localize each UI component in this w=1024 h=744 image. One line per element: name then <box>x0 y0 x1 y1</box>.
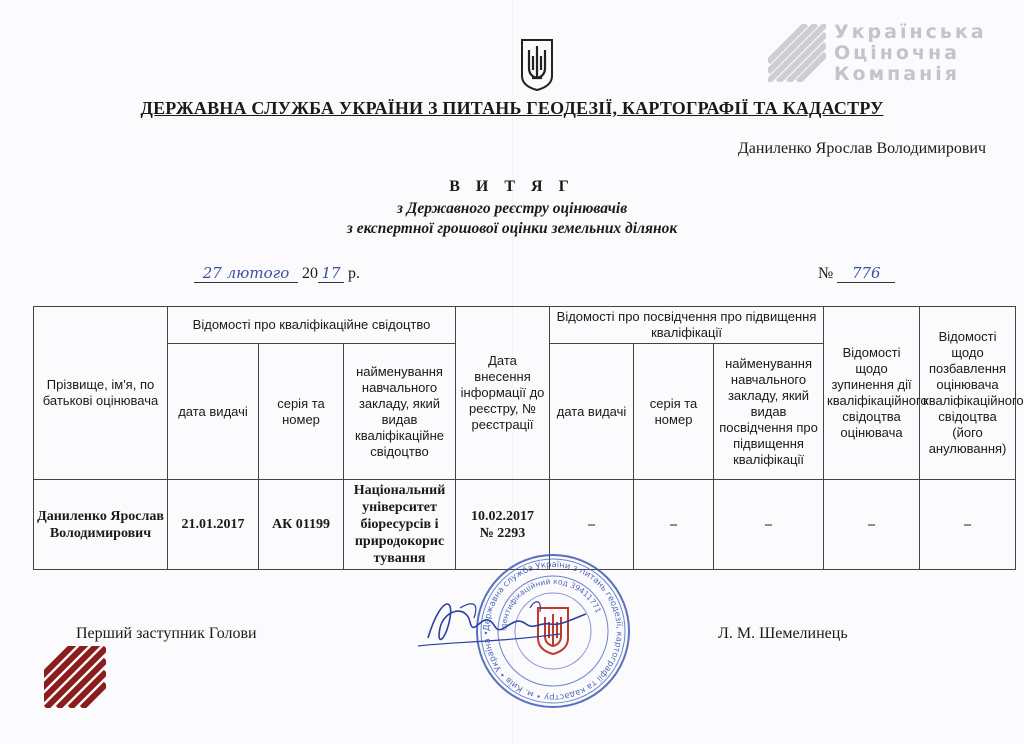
handwritten-signature <box>410 588 600 658</box>
date-year-suffix: 17 <box>318 264 344 283</box>
header-upgrade-group: Відомості про посвідчення про підвищення кваліфікації <box>550 307 824 344</box>
cell-upgrade-date: – <box>550 480 634 570</box>
document-title: В И Т Я Г <box>449 178 575 195</box>
header-name: Прізвище, ім'я, по батькові оцінювача <box>34 307 168 480</box>
stamp-code-text: ідентифікаційний код 39411771 <box>498 576 604 632</box>
company-logo-watermark-icon <box>768 24 826 82</box>
document-subtitle-line-2: з експертної грошової оцінки земельних ділянок <box>346 220 678 237</box>
company-logo-icon <box>44 646 106 708</box>
cell-cert-series: АК 01199 <box>259 480 344 570</box>
header-cert-series: серія та номер <box>259 344 344 480</box>
header-cert-date: дата видачі <box>168 344 259 480</box>
signatory-name: Л. М. Шемелинець <box>718 625 848 642</box>
watermark-line: Компанія <box>834 63 960 85</box>
document-number <box>818 264 895 283</box>
cell-upgrade-series: – <box>634 480 714 570</box>
header-upgrade-institution: найменування навчального закладу, який видав посвідчення про підвищення кваліфікації <box>714 344 824 480</box>
agency-title: ДЕРЖАВНА СЛУЖБА УКРАЇНИ З ПИТАНЬ ГЕОДЕЗІЇ, КАРТОГРАФІЇ ТА КАДАСТРУ <box>140 98 884 118</box>
cell-suspend: – <box>824 480 920 570</box>
cell-name: Даниленко Ярослав Володимирович <box>34 480 168 570</box>
header-registry: Дата внесення інформації до реєстру, № реєстрації <box>456 307 550 480</box>
header-upgrade-date: дата видачі <box>550 344 634 480</box>
document-subtitle-line-1: з Державного реєстру оцінювачів <box>396 200 628 217</box>
cell-registry-date: 10.02.2017 <box>471 508 535 524</box>
cell-registry-number: № 2293 <box>479 525 526 541</box>
signatory-position: Перший заступник Голови <box>76 625 257 642</box>
header-cert-institution: найменування навчального закладу, який видав кваліфікаційне свідоцтво <box>344 344 456 480</box>
date-year-unit: р. <box>348 265 360 282</box>
company-watermark <box>768 22 998 92</box>
header-cert-group: Відомості про кваліфікаційне свідоцтво <box>168 307 456 344</box>
watermark-text <box>834 22 987 85</box>
date-year-prefix: 20 <box>302 265 318 282</box>
header-upgrade-series: серія та номер <box>634 344 714 480</box>
registry-table <box>33 306 1024 570</box>
cell-revoke: – <box>920 480 1016 570</box>
cell-upgrade-institution: – <box>714 480 824 570</box>
stamp-ring-text: Державна служба України з питань геодезії, картографії та кадастру • м. Київ • Україна • <box>480 558 626 704</box>
trident-emblem-icon <box>520 38 554 92</box>
cell-cert-institution: Національний університет біоресурсів і природокорис тування <box>344 480 456 570</box>
watermark-line: Українська <box>834 21 987 43</box>
recipient-name: Даниленко Ярослав Володимирович <box>737 140 986 157</box>
header-suspend: Відомості щодо зупинення дії кваліфікаційного свідоцтва оцінювача <box>824 307 920 480</box>
issue-date <box>194 264 360 283</box>
cell-cert-date: 21.01.2017 <box>168 480 259 570</box>
number-value: 776 <box>837 264 895 283</box>
header-revoke: Відомості щодо позбавлення оцінювача кваліфікаційного свідоцтва (його анулювання) <box>920 307 1016 480</box>
watermark-line: Оціночна <box>834 42 960 64</box>
date-day-month: 27 лютого <box>194 264 298 283</box>
number-label: № <box>818 265 834 282</box>
